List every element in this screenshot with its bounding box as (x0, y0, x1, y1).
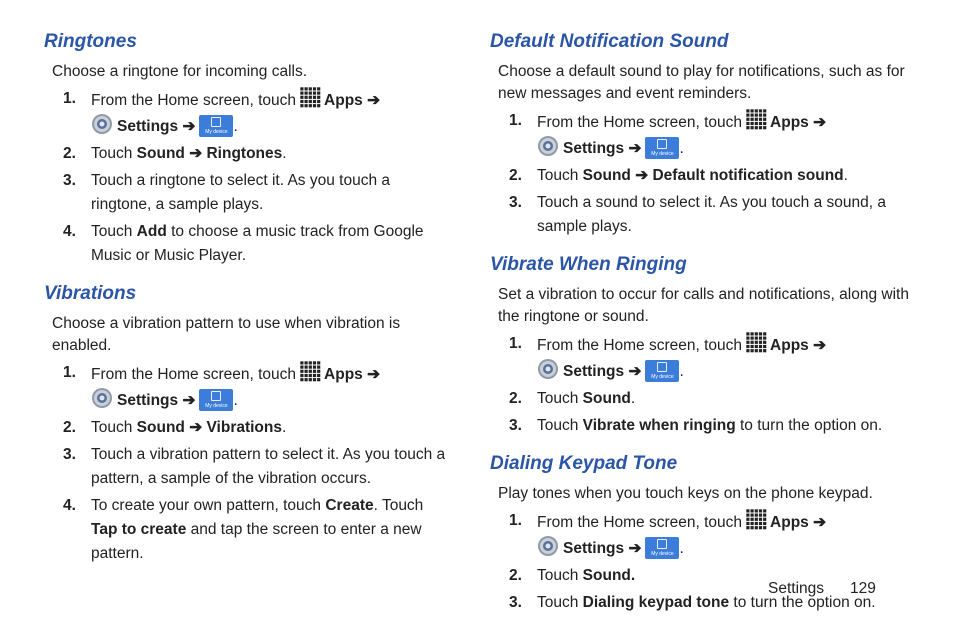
settings-gear-icon (91, 113, 113, 135)
step-item (44, 142, 454, 166)
step-number: 4. (63, 223, 76, 240)
apps-label: Apps ➔ (770, 114, 827, 131)
footer-section: Settings (768, 580, 825, 597)
section-intro: Choose a ringtone for incoming calls. (52, 63, 308, 80)
step-text: to turn the option on. (729, 594, 876, 611)
my-device-label: My device (651, 374, 674, 380)
settings-gear-icon (537, 358, 559, 380)
step-number: 2. (509, 167, 522, 184)
step-text: Touch (91, 419, 137, 436)
apps-label: Apps ➔ (324, 92, 381, 109)
section-intro: Choose a vibration pattern to use when vibration is enabled. (52, 315, 401, 354)
section-heading: Default Notification Sound (490, 31, 729, 52)
step-item (490, 164, 910, 188)
settings-label: Settings ➔ (563, 363, 642, 380)
step-end: . (679, 540, 684, 557)
step-text: Touch a ringtone to select it. As you touch a ringtone, a sample plays. (91, 172, 390, 213)
section-intro: Play tones when you touch keys on the phone keypad. (498, 485, 873, 502)
step-bold: Tap to create (91, 521, 187, 538)
step-item (44, 169, 454, 217)
step-bold: Dialing keypad tone (582, 594, 730, 611)
step-text: to turn the option on. (735, 417, 883, 434)
step-number: 1. (509, 112, 522, 129)
section-vibrate-ringing (490, 253, 910, 438)
step-item (490, 414, 910, 438)
step-text: Touch a vibration pattern to select it. As you touch a pattern, a sample of the vibration occurs. (91, 446, 446, 487)
step-number: 2. (509, 567, 522, 584)
step-text: From the Home screen, touch (537, 337, 743, 354)
step-text: Touch (537, 594, 583, 611)
step-number: 1. (63, 364, 76, 381)
my-device-tab-icon (645, 137, 679, 159)
left-column (44, 30, 454, 569)
step-number: 2. (509, 390, 522, 407)
right-column (490, 30, 910, 618)
step-item (490, 332, 910, 384)
step-end: . (679, 140, 684, 157)
step-text: . (282, 419, 287, 436)
step-text: and tap the screen to enter a new pattern. (91, 521, 422, 562)
apps-grid-icon (300, 361, 321, 382)
step-text: Touch (91, 223, 137, 240)
step-number: 3. (63, 172, 76, 189)
step-end: . (679, 363, 684, 380)
step-text: To create your own pattern, touch (91, 497, 326, 514)
step-end: . (233, 118, 238, 135)
section-intro: Set a vibration to occur for calls and notifications, along with the ringtone or sound. (498, 286, 909, 325)
settings-label: Settings ➔ (563, 540, 642, 557)
step-list (490, 332, 910, 438)
apps-label: Apps ➔ (770, 337, 827, 354)
step-bold: Sound ➔ Default notification sound (582, 167, 844, 184)
step-item (44, 494, 454, 566)
step-list (490, 109, 910, 239)
step-number: 1. (63, 90, 76, 107)
my-device-tab-icon (199, 389, 233, 411)
my-device-tab-icon (645, 537, 679, 559)
settings-label: Settings ➔ (563, 140, 642, 157)
section-vibrations (44, 282, 454, 566)
step-number: 1. (509, 335, 522, 352)
step-number: 2. (63, 419, 76, 436)
step-number: 3. (509, 594, 522, 611)
step-bold: Add (136, 223, 167, 240)
page-footer (768, 580, 876, 598)
step-text: . (630, 390, 636, 407)
my-device-tab-icon (199, 115, 233, 137)
step-item (44, 361, 454, 413)
step-end: . (233, 392, 238, 409)
step-number: 4. (63, 497, 76, 514)
settings-gear-icon (537, 135, 559, 157)
step-bold: Sound ➔ Ringtones (136, 145, 283, 162)
step-text: From the Home screen, touch (91, 366, 297, 383)
step-item (490, 509, 910, 561)
step-text: Touch a sound to select it. As you touch a sound, a sample plays. (537, 194, 886, 235)
section-heading: Vibrations (44, 283, 137, 304)
step-item (490, 191, 910, 239)
step-text: . Touch (373, 497, 424, 514)
step-bold: Sound. (582, 567, 636, 584)
my-device-tab-icon (645, 360, 679, 382)
step-text: Touch (91, 145, 137, 162)
step-bold: Sound ➔ Vibrations (136, 419, 282, 436)
step-text: Touch (537, 567, 583, 584)
step-number: 1. (509, 512, 522, 529)
step-bold: Create (325, 497, 374, 514)
step-text: Touch (537, 167, 583, 184)
step-text: Touch (537, 417, 583, 434)
step-text: From the Home screen, touch (91, 92, 297, 109)
step-list (44, 87, 454, 268)
my-device-label: My device (651, 151, 674, 157)
step-item (44, 87, 454, 139)
apps-label: Apps ➔ (324, 366, 381, 383)
apps-grid-icon (746, 509, 767, 530)
step-list (490, 509, 910, 615)
section-intro: Choose a default sound to play for notifications, such as for new messages and event reminders. (498, 63, 905, 102)
section-ringtones (44, 30, 454, 268)
settings-gear-icon (91, 387, 113, 409)
page-number: 129 (850, 580, 876, 597)
step-item (490, 387, 910, 411)
settings-gear-icon (537, 535, 559, 557)
section-heading: Vibrate When Ringing (490, 254, 687, 275)
my-device-label: My device (651, 551, 674, 557)
settings-label: Settings ➔ (117, 118, 196, 135)
step-text: to choose a music track from Google Music or Music Player. (91, 223, 424, 264)
step-number: 3. (63, 446, 76, 463)
apps-grid-icon (746, 332, 767, 353)
step-item (44, 416, 454, 440)
step-number: 2. (63, 145, 76, 162)
step-number: 3. (509, 417, 522, 434)
step-list (44, 361, 454, 566)
step-item (44, 220, 454, 268)
section-heading: Ringtones (44, 31, 137, 52)
step-text: . (843, 167, 848, 184)
step-bold: Sound (582, 390, 631, 407)
step-text: . (282, 145, 287, 162)
step-bold: Vibrate when ringing (582, 417, 736, 434)
step-number: 3. (509, 194, 522, 211)
step-text: From the Home screen, touch (537, 114, 743, 131)
apps-grid-icon (746, 109, 767, 130)
step-item (490, 109, 910, 161)
step-text: Touch (537, 390, 583, 407)
step-text: From the Home screen, touch (537, 514, 743, 531)
apps-grid-icon (300, 87, 321, 108)
my-device-label: My device (205, 129, 228, 135)
step-item (44, 443, 454, 491)
apps-label: Apps ➔ (770, 514, 827, 531)
settings-label: Settings ➔ (117, 392, 196, 409)
my-device-label: My device (205, 403, 228, 409)
section-heading: Dialing Keypad Tone (490, 453, 678, 474)
section-default-sound (490, 30, 910, 239)
